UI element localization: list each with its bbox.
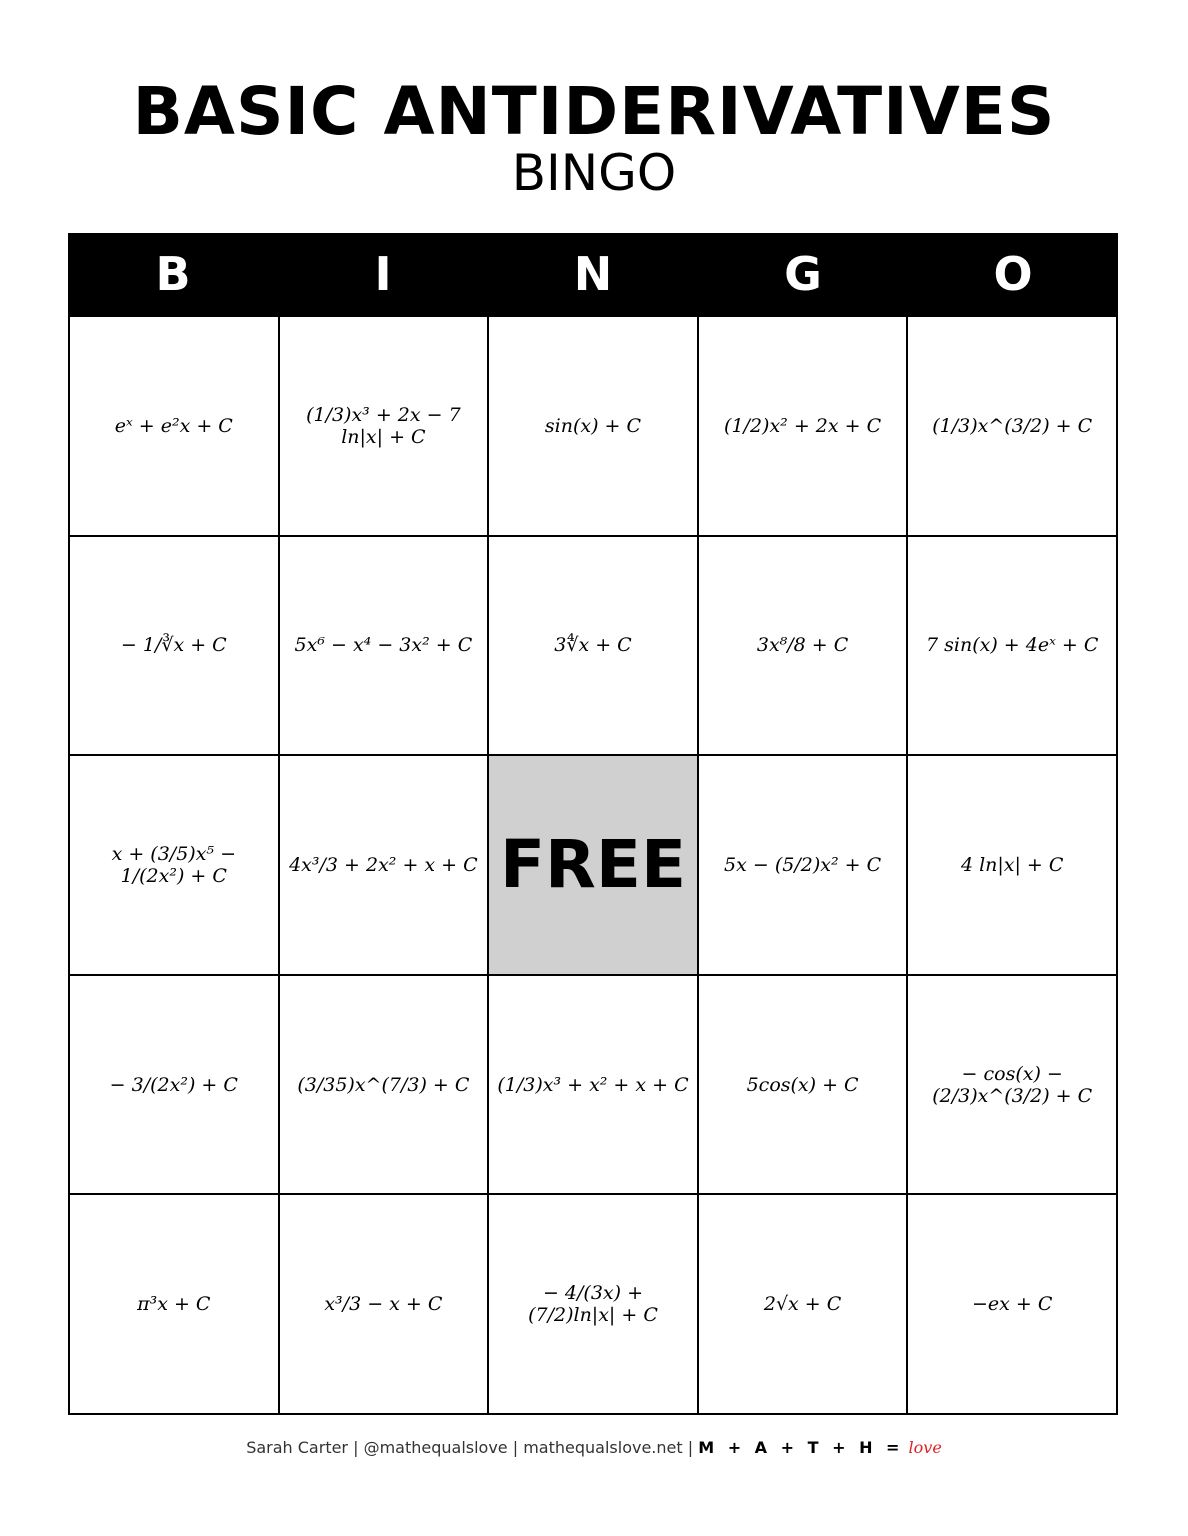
header-letter-o: O	[993, 247, 1033, 301]
bingo-cell: − 1/∛x + C	[70, 537, 280, 757]
bingo-cell: sin(x) + C	[489, 317, 699, 537]
page-subtitle: BINGO	[511, 144, 677, 202]
bingo-cell: π³x + C	[70, 1195, 280, 1415]
bingo-cell: 7 sin(x) + 4eˣ + C	[908, 537, 1118, 757]
bingo-cell: (1/3)x³ + 2x − 7 ln|x| + C	[280, 317, 490, 537]
footer-logo: M + A + T + H =	[698, 1438, 904, 1457]
bingo-cell: 4x³/3 + 2x² + x + C	[280, 756, 490, 976]
bingo-cell: − 3/(2x²) + C	[70, 976, 280, 1196]
bingo-cell: x³/3 − x + C	[280, 1195, 490, 1415]
bingo-grid	[68, 315, 1118, 1415]
footer-credits: Sarah Carter | @mathequalslove | mathequalslove.net |	[246, 1438, 694, 1457]
bingo-cell: 3x⁸/8 + C	[699, 537, 909, 757]
bingo-cell: 3∜x + C	[489, 537, 699, 757]
header-letter-n: N	[573, 247, 613, 301]
header-letter-b: B	[155, 247, 191, 301]
page-title: BASIC ANTIDERIVATIVES	[132, 73, 1056, 150]
bingo-cell: − 4/(3x) + (7/2)ln|x| + C	[489, 1195, 699, 1415]
bingo-cell: 2√x + C	[699, 1195, 909, 1415]
bingo-cell: − cos(x) − (2/3)x^(3/2) + C	[908, 976, 1118, 1196]
bingo-cell: 5x − (5/2)x² + C	[699, 756, 909, 976]
bingo-cell: (1/3)x³ + x² + x + C	[489, 976, 699, 1196]
header-letter-i: I	[374, 247, 392, 301]
footer	[0, 1438, 1188, 1457]
bingo-cell: eˣ + e²x + C	[70, 317, 280, 537]
bingo-cell: x + (3/5)x⁵ − 1/(2x²) + C	[70, 756, 280, 976]
bingo-cell: (1/2)x² + 2x + C	[699, 317, 909, 537]
free-space: FREE	[489, 756, 699, 976]
bingo-cell: (1/3)x^(3/2) + C	[908, 317, 1118, 537]
bingo-cell: 4 ln|x| + C	[908, 756, 1118, 976]
bingo-header	[68, 233, 1118, 315]
bingo-cell: −ex + C	[908, 1195, 1118, 1415]
bingo-cell: 5cos(x) + C	[699, 976, 909, 1196]
bingo-cell: (3/35)x^(7/3) + C	[280, 976, 490, 1196]
header-letter-g: G	[784, 247, 822, 301]
footer-logo-word: love	[908, 1438, 942, 1457]
bingo-cell: 5x⁶ − x⁴ − 3x² + C	[280, 537, 490, 757]
